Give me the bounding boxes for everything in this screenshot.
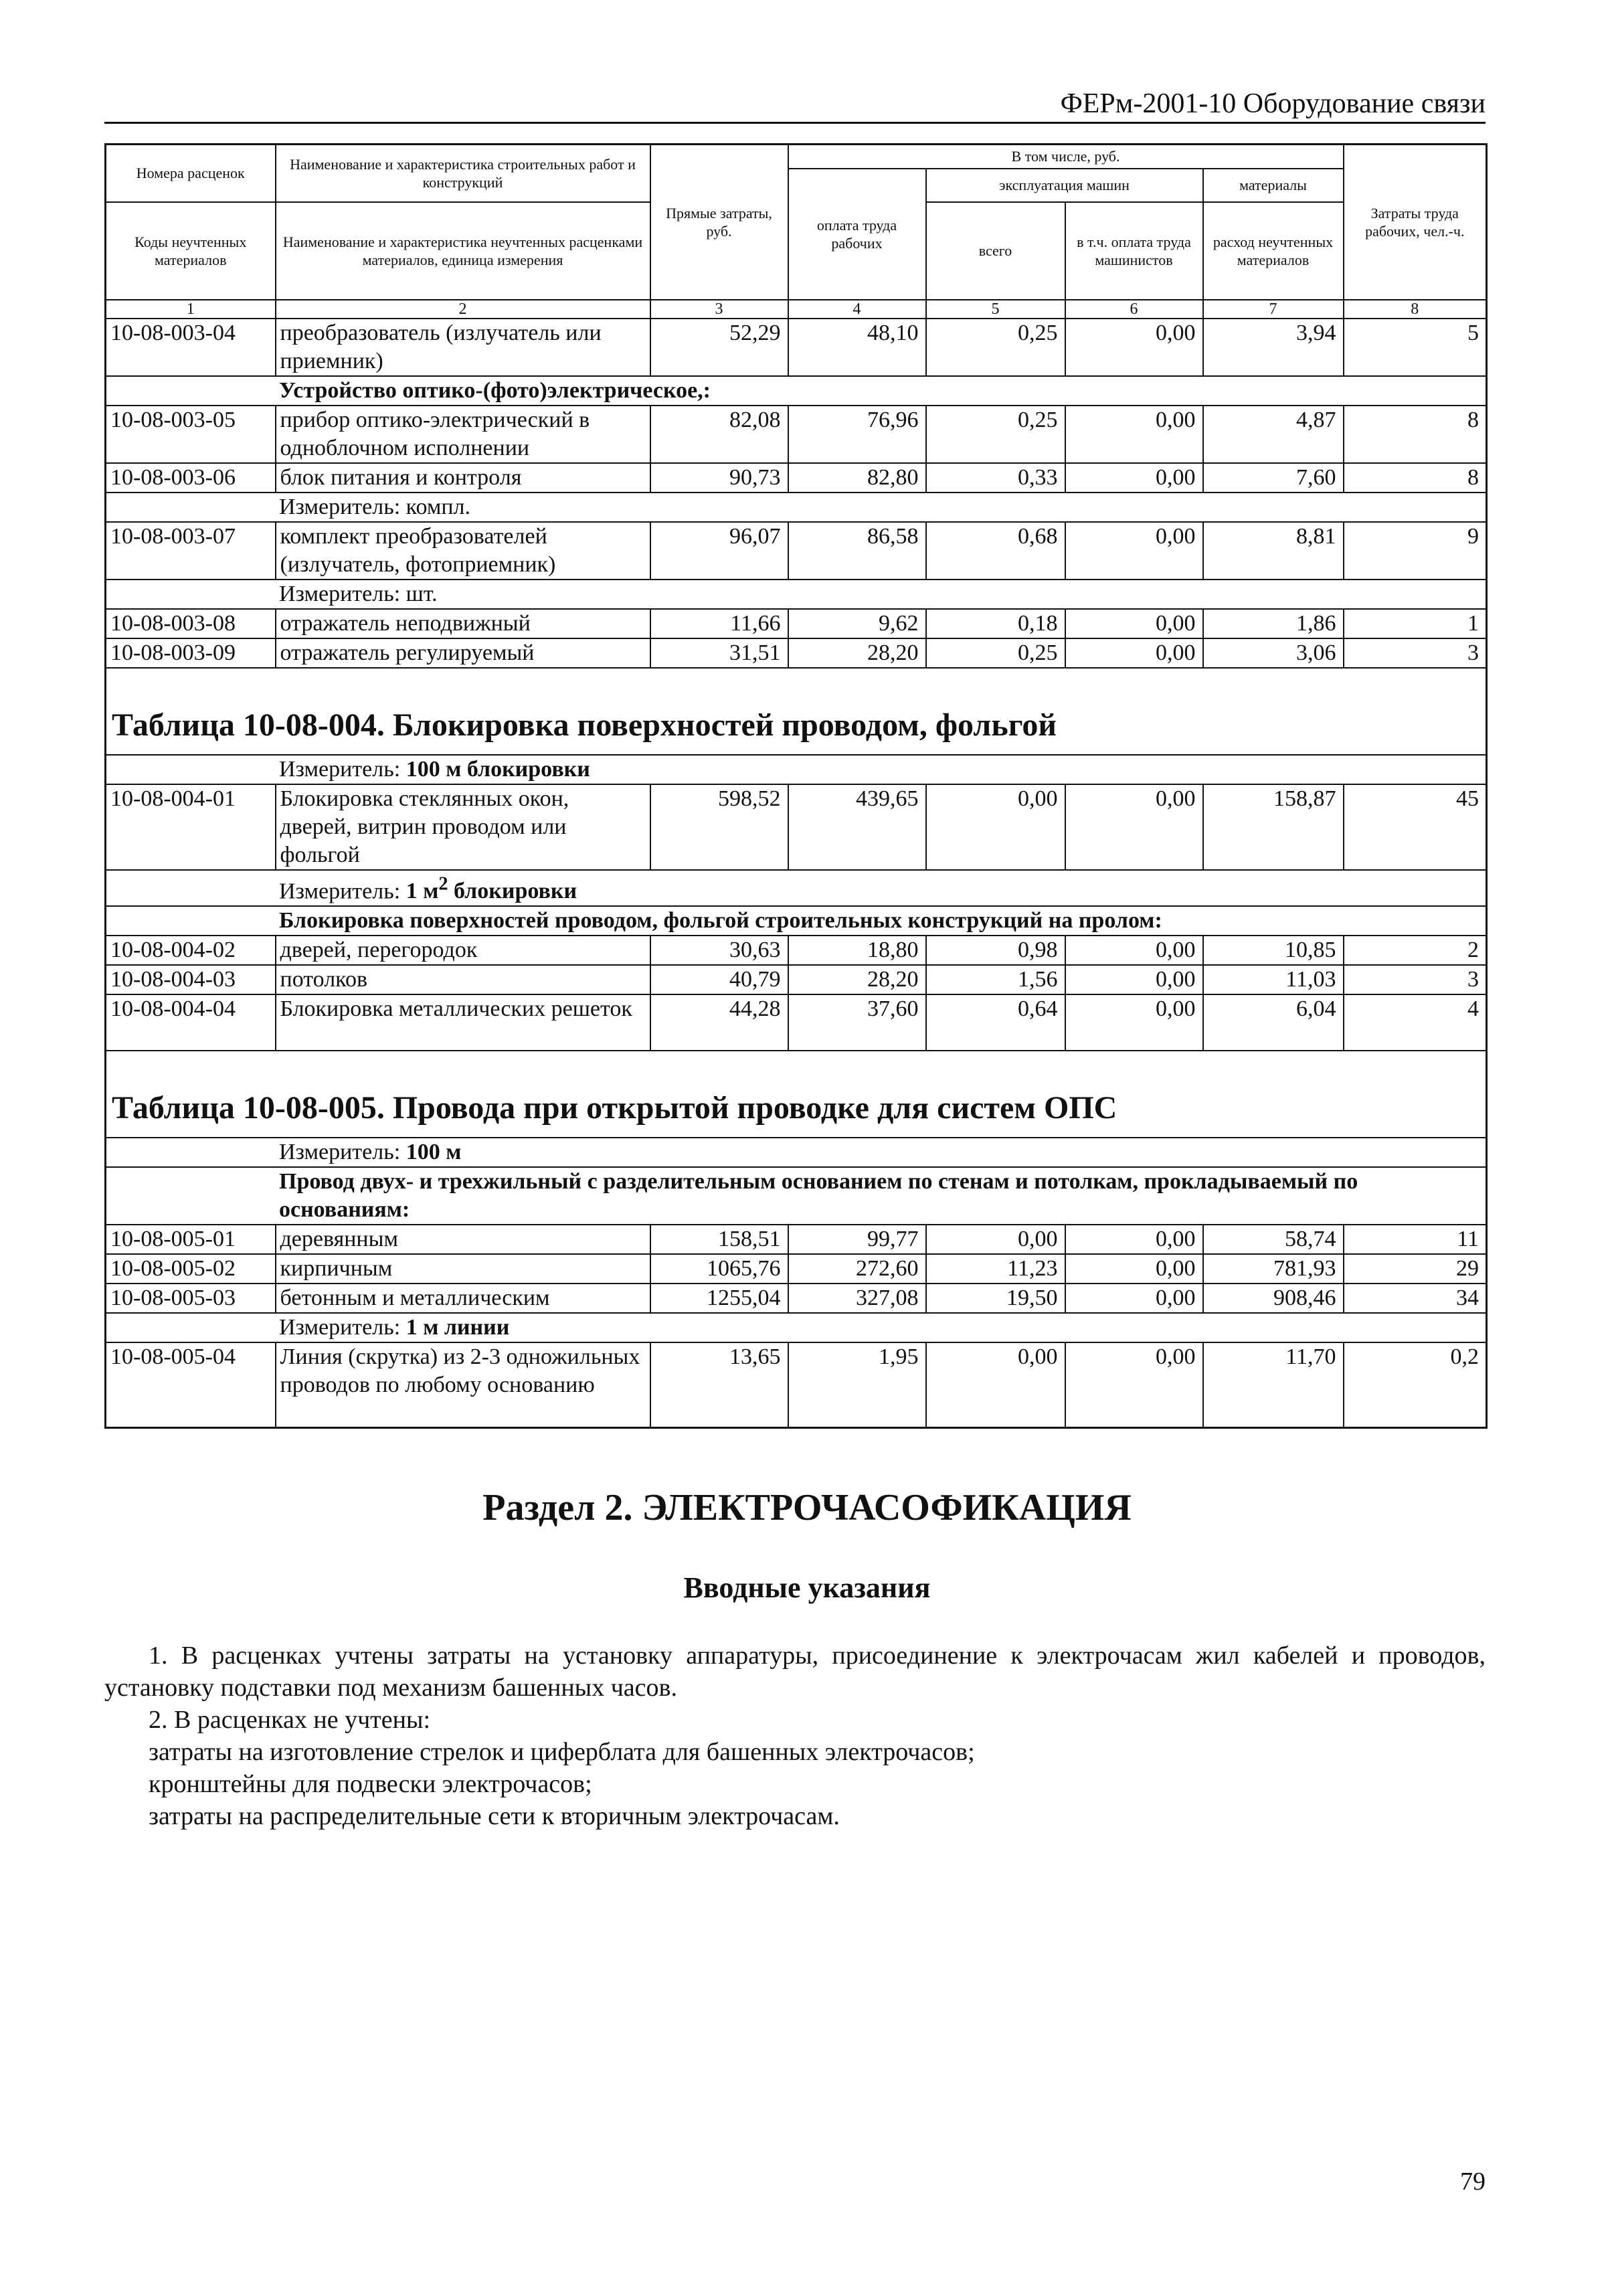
machinists-pay: 0,00 (1065, 784, 1203, 870)
direct-costs: 158,51 (650, 1225, 788, 1254)
machinists-pay: 0,00 (1065, 994, 1203, 1051)
section-title: Раздел 2. ЭЛЕКТРОЧАСОФИКАЦИЯ (482, 1487, 1132, 1528)
rate-name: кирпичным (276, 1254, 650, 1284)
column-number: 7 (1203, 300, 1344, 319)
header-direct-costs: Прямые затраты, руб. (650, 145, 788, 300)
table-row (106, 1225, 1487, 1254)
materials-cost: 8,81 (1203, 522, 1344, 580)
header-labor: Затраты труда рабочих, чел.-ч. (1344, 145, 1487, 300)
header-machines-total: всего (926, 202, 1065, 300)
rate-code: 10-08-005-04 (106, 1342, 276, 1428)
section-row (106, 906, 1487, 936)
rate-code: 10-08-004-02 (106, 936, 276, 965)
worker-pay: 9,62 (788, 609, 926, 638)
table-title-row (106, 1051, 1487, 1138)
intro-list-item: кронштейны для подвески электрочасов; (149, 1770, 592, 1798)
materials-cost: 6,04 (1203, 994, 1344, 1051)
unit-value: 1 м линии (406, 1314, 510, 1340)
worker-pay: 76,96 (788, 406, 926, 463)
rate-name: потолков (276, 965, 650, 994)
direct-costs: 1065,76 (650, 1254, 788, 1284)
labor-hours: 2 (1344, 936, 1487, 965)
intro-list-item: затраты на изготовление стрелок и циферблата для башенных электрочасов; (149, 1738, 975, 1766)
labor-hours: 34 (1344, 1284, 1487, 1313)
rate-name: деревянным (276, 1225, 650, 1254)
intro-title: Вводные указания (683, 1571, 931, 1604)
table-row (106, 638, 1487, 668)
rate-code: 10-08-005-02 (106, 1254, 276, 1284)
labor-hours: 11 (1344, 1225, 1487, 1254)
column-number: 1 (106, 300, 276, 319)
section-row (106, 1313, 1487, 1342)
labor-hours: 29 (1344, 1254, 1487, 1284)
column-number: 2 (276, 300, 650, 319)
rate-name: Блокировка металлических решеток (276, 994, 650, 1051)
table-title-row (106, 668, 1487, 755)
header-work-name: Наименование и характеристика строительных работ и конструкций (276, 145, 650, 202)
rate-code: 10-08-003-09 (106, 638, 276, 668)
section-row (106, 755, 1487, 784)
labor-hours: 8 (1344, 406, 1487, 463)
direct-costs: 44,28 (650, 994, 788, 1051)
machinists-pay: 0,00 (1065, 522, 1203, 580)
header-material-codes: Коды неучтенных материалов (106, 202, 276, 300)
rate-code: 10-08-004-03 (106, 965, 276, 994)
rate-code: 10-08-004-01 (106, 784, 276, 870)
machines-total: 1,56 (926, 965, 1065, 994)
page-number: 79 (1460, 2168, 1486, 2196)
section-row (106, 580, 1487, 609)
rate-name: блок питания и контроля (276, 463, 650, 493)
rate-code: 10-08-003-05 (106, 406, 276, 463)
direct-costs: 82,08 (650, 406, 788, 463)
section-row (106, 376, 1487, 406)
direct-costs: 11,66 (650, 609, 788, 638)
column-number: 3 (650, 300, 788, 319)
rate-code: 10-08-005-01 (106, 1225, 276, 1254)
rate-name: прибор оптико-электрический в одноблочном исполнении (276, 406, 650, 463)
materials-cost: 10,85 (1203, 936, 1344, 965)
rate-name: Линия (скрутка) из 2-3 одножильных проводов по любому основанию (276, 1342, 650, 1428)
intro-paragraph: 2. В расценках не учтены: (149, 1706, 431, 1734)
materials-cost: 908,46 (1203, 1284, 1344, 1313)
worker-pay: 18,80 (788, 936, 926, 965)
rate-code: 10-08-003-06 (106, 463, 276, 493)
header-materials: материалы (1203, 169, 1344, 202)
materials-cost: 3,94 (1203, 319, 1344, 376)
machinists-pay: 0,00 (1065, 463, 1203, 493)
worker-pay: 272,60 (788, 1254, 926, 1284)
section-row (106, 1138, 1487, 1167)
unit-of-measure: Измеритель: 1 м линии (106, 1313, 1487, 1342)
machinists-pay: 0,00 (1065, 319, 1203, 376)
column-numbers-row (106, 300, 1487, 319)
materials-cost: 11,70 (1203, 1342, 1344, 1428)
worker-pay: 28,20 (788, 965, 926, 994)
labor-hours: 0,2 (1344, 1342, 1487, 1428)
header-machinists-pay: в т.ч. оплата труда машинистов (1065, 202, 1203, 300)
header-worker-pay: оплата труда рабочих (788, 169, 926, 300)
worker-pay: 28,20 (788, 638, 926, 668)
direct-costs: 31,51 (650, 638, 788, 668)
direct-costs: 96,07 (650, 522, 788, 580)
rate-code: 10-08-003-07 (106, 522, 276, 580)
table-row (106, 463, 1487, 493)
table-row (106, 609, 1487, 638)
direct-costs: 598,52 (650, 784, 788, 870)
labor-hours: 8 (1344, 463, 1487, 493)
materials-cost: 11,03 (1203, 965, 1344, 994)
section-row (106, 870, 1487, 906)
rate-name: бетонным и металлическим (276, 1284, 650, 1313)
running-header (104, 86, 1486, 124)
materials-cost: 7,60 (1203, 463, 1344, 493)
unit-of-measure: Измеритель: шт. (106, 580, 1487, 609)
unit-value: 100 м (406, 1139, 462, 1164)
machinists-pay: 0,00 (1065, 1225, 1203, 1254)
machines-total: 11,23 (926, 1254, 1065, 1284)
machinists-pay: 0,00 (1065, 965, 1203, 994)
unit-of-measure: Измеритель: 100 м блокировки (106, 755, 1487, 784)
section-row (106, 1167, 1487, 1225)
subsection-heading: Блокировка поверхностей проводом, фольгой строительных конструкций на пролом: (106, 906, 1487, 936)
header-including: В том числе, руб. (788, 145, 1344, 169)
header-title: ФЕРм-2001-10 Оборудование связи (1060, 88, 1486, 119)
table-title: Таблица 10-08-005. Провода при открытой проводке для систем ОПС (106, 1051, 1487, 1138)
materials-cost: 158,87 (1203, 784, 1344, 870)
rates-table (104, 143, 1488, 1429)
machines-total: 0,25 (926, 638, 1065, 668)
rate-name: Блокировка стеклянных окон, дверей, витрин проводом или фольгой (276, 784, 650, 870)
labor-hours: 3 (1344, 638, 1487, 668)
machinists-pay: 0,00 (1065, 936, 1203, 965)
section-row (106, 493, 1487, 522)
unit-of-measure: Измеритель: компл. (106, 493, 1487, 522)
machines-total: 0,25 (926, 319, 1065, 376)
worker-pay: 1,95 (788, 1342, 926, 1428)
machines-total: 0,98 (926, 936, 1065, 965)
table-row (106, 965, 1487, 994)
worker-pay: 439,65 (788, 784, 926, 870)
column-number: 8 (1344, 300, 1487, 319)
materials-cost: 4,87 (1203, 406, 1344, 463)
machinists-pay: 0,00 (1065, 1284, 1203, 1313)
materials-cost: 1,86 (1203, 609, 1344, 638)
labor-hours: 3 (1344, 965, 1487, 994)
machines-total: 0,18 (926, 609, 1065, 638)
table-row (106, 406, 1487, 463)
table-row (106, 936, 1487, 965)
rate-name: преобразователь (излучатель или приемник) (276, 319, 650, 376)
worker-pay: 99,77 (788, 1225, 926, 1254)
machines-total: 19,50 (926, 1284, 1065, 1313)
intro-text (104, 1640, 1486, 1832)
machinists-pay: 0,00 (1065, 1254, 1203, 1284)
rate-name: дверей, перегородок (276, 936, 650, 965)
materials-cost: 3,06 (1203, 638, 1344, 668)
machines-total: 0,00 (926, 784, 1065, 870)
labor-hours: 4 (1344, 994, 1487, 1051)
subsection-heading: Устройство оптико-(фото)электрическое,: (106, 376, 1487, 406)
machines-total: 0,68 (926, 522, 1065, 580)
unit-value: 1 $м^2$ блокировки (406, 873, 577, 903)
machines-total: 0,00 (926, 1225, 1065, 1254)
direct-costs: 1255,04 (650, 1284, 788, 1313)
header-materials-use: расход неучтенных материалов (1203, 202, 1344, 300)
rate-code: 10-08-003-04 (106, 319, 276, 376)
table-row (106, 784, 1487, 870)
machinists-pay: 0,00 (1065, 638, 1203, 668)
subsection-heading: Провод двух- и трехжильный с разделительным основанием по стенам и потолкам, прокладываемый по основаниям: (106, 1167, 1487, 1225)
labor-hours: 1 (1344, 609, 1487, 638)
worker-pay: 48,10 (788, 319, 926, 376)
rate-code: 10-08-004-04 (106, 994, 276, 1051)
machines-total: 0,33 (926, 463, 1065, 493)
intro-list-item: затраты на распределительные сети к вторичным электрочасам. (149, 1802, 840, 1830)
unit-of-measure: Измеритель: 1 $м^2$ блокировки (106, 870, 1487, 906)
table-row (106, 994, 1487, 1051)
table-row (106, 1254, 1487, 1284)
column-number: 5 (926, 300, 1065, 319)
table-row (106, 1284, 1487, 1313)
table-row (106, 1342, 1487, 1428)
rate-code: 10-08-005-03 (106, 1284, 276, 1313)
table-row (106, 522, 1487, 580)
table-row (106, 319, 1487, 376)
header-row (106, 145, 1487, 169)
machinists-pay: 0,00 (1065, 406, 1203, 463)
direct-costs: 52,29 (650, 319, 788, 376)
rate-name: комплект преобразователей (излучатель, фотоприемник) (276, 522, 650, 580)
unit-value: 100 м блокировки (406, 756, 590, 782)
header-rate-numbers: Номера расценок (106, 145, 276, 202)
direct-costs: 90,73 (650, 463, 788, 493)
labor-hours: 5 (1344, 319, 1487, 376)
column-number: 6 (1065, 300, 1203, 319)
direct-costs: 30,63 (650, 936, 788, 965)
unit-of-measure: Измеритель: 100 м (106, 1138, 1487, 1167)
machines-total: 0,00 (926, 1342, 1065, 1428)
rate-code: 10-08-003-08 (106, 609, 276, 638)
intro-paragraph: 1. В расценках учтены затраты на установку аппаратуры, присоединение к электрочасам жил кабелей и проводов, установку подставки под механизм башенных часов. (104, 1642, 1486, 1702)
worker-pay: 37,60 (788, 994, 926, 1051)
worker-pay: 86,58 (788, 522, 926, 580)
header-machines: эксплуатация машин (926, 169, 1203, 202)
table-title: Таблица 10-08-004. Блокировка поверхностей проводом, фольгой (106, 668, 1487, 755)
header-material-names: Наименование и характеристика неучтенных расценками материалов, единица измерения (276, 202, 650, 300)
worker-pay: 327,08 (788, 1284, 926, 1313)
materials-cost: 58,74 (1203, 1225, 1344, 1254)
direct-costs: 13,65 (650, 1342, 788, 1428)
rate-name: отражатель неподвижный (276, 609, 650, 638)
worker-pay: 82,80 (788, 463, 926, 493)
materials-cost: 781,93 (1203, 1254, 1344, 1284)
column-number: 4 (788, 300, 926, 319)
labor-hours: 9 (1344, 522, 1487, 580)
direct-costs: 40,79 (650, 965, 788, 994)
machinists-pay: 0,00 (1065, 609, 1203, 638)
rate-name: отражатель регулируемый (276, 638, 650, 668)
machines-total: 0,25 (926, 406, 1065, 463)
labor-hours: 45 (1344, 784, 1487, 870)
machines-total: 0,64 (926, 994, 1065, 1051)
machinists-pay: 0,00 (1065, 1342, 1203, 1428)
